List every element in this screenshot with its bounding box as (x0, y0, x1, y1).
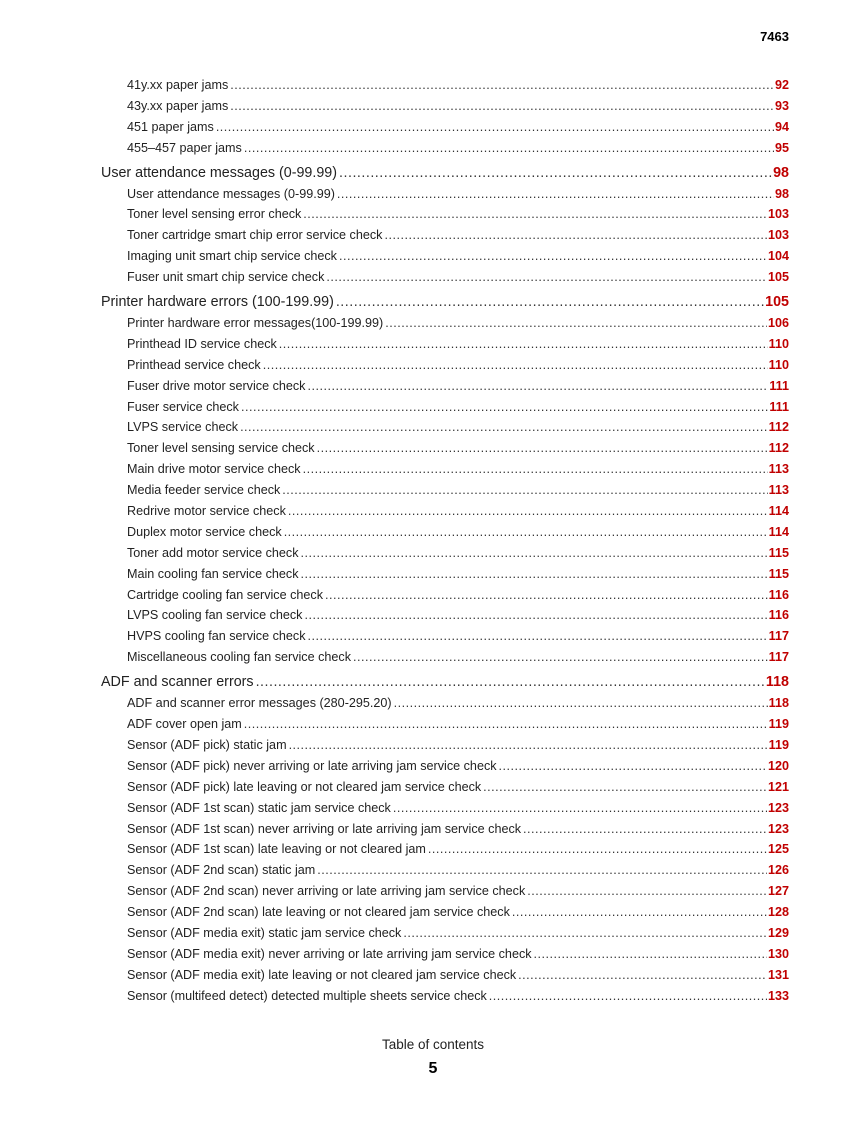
toc-entry[interactable] (101, 780, 789, 801)
dot-leader (518, 968, 767, 982)
document-id: 7463 (760, 29, 789, 44)
footer-label: Table of contents (381, 1037, 485, 1052)
toc-entry[interactable] (101, 968, 789, 989)
toc-page-link[interactable]: 127 (767, 884, 789, 899)
toc-page-link[interactable]: 94 (774, 119, 789, 134)
toc-entry-title: Main cooling fan service check (127, 566, 299, 581)
dot-leader (289, 738, 768, 752)
toc-entry[interactable] (101, 546, 789, 567)
toc-entry-title: Duplex motor service check (127, 524, 282, 539)
toc-entry[interactable] (101, 567, 789, 588)
toc-page-link[interactable]: 128 (767, 905, 789, 920)
toc-page-link[interactable]: 110 (768, 357, 789, 372)
dot-leader (230, 78, 774, 92)
toc-section-entry[interactable] (101, 165, 789, 187)
toc-entry-title: ADF and scanner error messages (280-295.20) (127, 696, 392, 711)
toc-entry[interactable] (101, 441, 789, 462)
dot-leader (230, 99, 774, 113)
toc-entry[interactable] (101, 379, 789, 400)
toc-entry[interactable] (101, 358, 789, 379)
dot-leader (403, 926, 767, 940)
toc-entry[interactable] (101, 462, 789, 483)
toc-entry[interactable] (101, 863, 789, 884)
toc-entry-title: Miscellaneous cooling fan service check (127, 650, 352, 665)
toc-entry-title: Sensor (ADF 1st scan) static jam service check (127, 800, 391, 815)
toc-entry[interactable] (101, 947, 789, 968)
toc-entry-title: HVPS cooling fan service check (127, 629, 306, 644)
toc-page-link[interactable]: 118 (768, 696, 789, 711)
toc-entry-title: Printhead ID service check (127, 336, 277, 351)
toc-entry-title: Printhead service check (127, 357, 261, 372)
toc-entry-title: Media feeder service check (127, 483, 281, 498)
dot-leader (304, 608, 767, 622)
toc-entry-title: 451 paper jams (127, 119, 214, 134)
dot-leader (240, 420, 768, 434)
toc-entry-title: Printer hardware errors (100-199.99) (101, 294, 334, 311)
toc-entry-title: Fuser drive motor service check (127, 378, 306, 393)
toc-entry-title: Sensor (ADF 2nd scan) never arriving or late arriving jam service check (127, 884, 526, 899)
toc-entry[interactable] (101, 78, 789, 99)
toc-entry[interactable] (101, 420, 789, 441)
dot-leader (339, 249, 767, 263)
dot-leader (301, 546, 768, 560)
toc-page-link[interactable]: 125 (767, 842, 789, 857)
toc-page-link[interactable]: 130 (767, 946, 789, 961)
toc-page-link[interactable]: 119 (768, 737, 789, 752)
dot-leader (512, 905, 767, 919)
toc-entry[interactable] (101, 337, 789, 358)
dot-leader (244, 141, 774, 155)
dot-leader (428, 842, 767, 856)
toc-entry-title: Main drive motor service check (127, 462, 301, 477)
toc-page-link[interactable]: 103 (767, 228, 789, 243)
toc-page-link[interactable]: 103 (767, 207, 789, 222)
toc-entry[interactable] (101, 801, 789, 822)
toc-entry-title: 43y.xx paper jams (127, 98, 229, 113)
toc-page-link[interactable]: 116 (768, 587, 789, 602)
toc-page-link[interactable]: 133 (767, 988, 789, 1003)
dot-leader (216, 120, 774, 134)
dot-leader (385, 316, 767, 330)
toc-page-link[interactable]: 95 (774, 140, 789, 155)
toc-page-link[interactable]: 119 (768, 717, 789, 732)
table-of-contents (101, 78, 789, 1010)
toc-page-link[interactable]: 92 (774, 78, 789, 92)
toc-entry[interactable] (101, 228, 789, 249)
toc-entry-title: Redrive motor service check (127, 504, 286, 519)
toc-entry-title: Sensor (ADF 1st scan) never arriving or late arriving jam service check (127, 821, 522, 836)
toc-page-link[interactable]: 106 (767, 316, 789, 331)
toc-page-link[interactable]: 115 (768, 545, 789, 560)
toc-page-link[interactable]: 105 (767, 270, 789, 285)
dot-leader (527, 884, 767, 898)
toc-section-entry[interactable] (101, 674, 789, 696)
toc-page-link[interactable]: 104 (767, 249, 789, 264)
dot-leader (336, 294, 764, 310)
toc-entry[interactable] (101, 608, 789, 629)
toc-entry-title: LVPS cooling fan service check (127, 608, 303, 623)
toc-entry-title: Toner cartridge smart chip error service check (127, 228, 383, 243)
toc-entry[interactable] (101, 717, 789, 738)
toc-entry-title: LVPS service check (127, 420, 239, 435)
toc-entry[interactable] (101, 629, 789, 650)
dot-leader (301, 567, 768, 581)
toc-entry[interactable] (101, 588, 789, 609)
toc-entry[interactable] (101, 249, 789, 270)
toc-entry-title: Sensor (ADF 2nd scan) late leaving or not cleared jam service check (127, 905, 510, 920)
toc-entry-title: Sensor (ADF media exit) late leaving or not cleared jam service check (127, 967, 517, 982)
toc-page-link[interactable]: 110 (768, 336, 789, 351)
toc-entry[interactable] (101, 504, 789, 525)
toc-entry[interactable] (101, 989, 789, 1010)
dot-leader (317, 863, 767, 877)
toc-page-link[interactable]: 131 (767, 967, 789, 982)
toc-page-link[interactable]: 121 (767, 779, 789, 794)
dot-leader (523, 822, 767, 836)
toc-page-link[interactable]: 113 (768, 462, 789, 477)
dot-leader (394, 696, 768, 710)
dot-leader (303, 462, 768, 476)
toc-entry-title: Sensor (ADF media exit) static jam service check (127, 925, 402, 940)
toc-entry-title: Fuser service check (127, 399, 239, 414)
dot-leader (534, 947, 767, 961)
toc-entry[interactable] (101, 842, 789, 863)
dot-leader (393, 801, 767, 815)
dot-leader (241, 400, 768, 414)
dot-leader (339, 165, 772, 181)
footer-page-number: 5 (428, 1060, 438, 1077)
toc-entry[interactable] (101, 483, 789, 504)
dot-leader (244, 717, 768, 731)
toc-page-link[interactable]: 126 (767, 863, 789, 878)
dot-leader (279, 337, 768, 351)
toc-entry-title: Sensor (ADF pick) never arriving or late arriving jam service check (127, 758, 497, 773)
toc-entry[interactable] (101, 316, 789, 337)
toc-page-link[interactable]: 120 (767, 758, 789, 773)
toc-entry[interactable] (101, 884, 789, 905)
toc-entry-title: Printer hardware error messages(100-199.99) (127, 316, 384, 331)
toc-entry[interactable] (101, 120, 789, 141)
dot-leader (337, 187, 774, 201)
dot-leader (489, 989, 767, 1003)
toc-entry-title: Cartridge cooling fan service check (127, 587, 323, 602)
toc-entry[interactable] (101, 187, 789, 208)
toc-page-link[interactable]: 98 (774, 186, 789, 201)
toc-entry-title: Toner add motor service check (127, 545, 299, 560)
toc-page-link[interactable]: 115 (768, 566, 789, 581)
toc-page-link[interactable]: 129 (767, 925, 789, 940)
toc-page-link[interactable]: 111 (769, 399, 789, 414)
dot-leader (303, 207, 767, 221)
dot-leader (483, 780, 767, 794)
toc-page-link[interactable]: 114 (768, 524, 789, 539)
dot-leader (499, 759, 767, 773)
dot-leader (288, 504, 768, 518)
toc-entry-title: Sensor (ADF 2nd scan) static jam (127, 863, 316, 878)
toc-page-link[interactable]: 93 (774, 98, 789, 113)
toc-section-entry[interactable] (101, 294, 789, 316)
toc-entry-title: User attendance messages (0-99.99) (127, 186, 335, 201)
dot-leader (308, 629, 768, 643)
toc-page-link[interactable]: 117 (768, 629, 789, 644)
dot-leader (384, 228, 767, 242)
dot-leader (325, 588, 768, 602)
toc-page-link[interactable]: 98 (773, 164, 789, 181)
dot-leader (317, 441, 768, 455)
toc-entry-title: Sensor (ADF media exit) never arriving or late arriving jam service check (127, 946, 532, 961)
toc-entry-title: Toner level sensing service check (127, 441, 315, 456)
toc-page-link[interactable]: 116 (768, 608, 789, 623)
toc-entry[interactable] (101, 207, 789, 228)
toc-entry-title: Toner level sensing error check (127, 207, 302, 222)
toc-entry[interactable] (101, 822, 789, 843)
toc-entry-title: 41y.xx paper jams (127, 78, 229, 92)
toc-page-link[interactable]: 105 (765, 294, 789, 311)
toc-entry[interactable] (101, 696, 789, 717)
dot-leader (263, 358, 768, 372)
toc-entry[interactable] (101, 525, 789, 546)
toc-entry-title: Fuser unit smart chip service check (127, 270, 325, 285)
toc-entry[interactable] (101, 270, 789, 291)
toc-entry[interactable] (101, 738, 789, 759)
toc-entry-title: Sensor (multifeed detect) detected multiple sheets service check (127, 988, 487, 1003)
toc-page-link[interactable]: 114 (768, 504, 789, 519)
toc-entry[interactable] (101, 141, 789, 162)
toc-entry-title: Sensor (ADF pick) static jam (127, 737, 287, 752)
toc-page-link[interactable]: 118 (765, 674, 789, 691)
dot-leader (307, 379, 768, 393)
dot-leader (326, 270, 767, 284)
toc-page-link[interactable]: 117 (768, 650, 789, 665)
toc-entry[interactable] (101, 99, 789, 120)
toc-entry-title: Sensor (ADF 1st scan) late leaving or not cleared jam (127, 842, 426, 857)
toc-entry[interactable] (101, 650, 789, 671)
toc-entry-title: Imaging unit smart chip service check (127, 249, 337, 264)
toc-page-link[interactable]: 123 (767, 800, 789, 815)
toc-page-link[interactable]: 112 (768, 420, 789, 435)
toc-page-link[interactable]: 111 (769, 378, 789, 393)
dot-leader (282, 483, 767, 497)
toc-page-link[interactable]: 113 (768, 483, 789, 498)
dot-leader (353, 650, 768, 664)
toc-entry-title: User attendance messages (0-99.99) (101, 164, 338, 181)
toc-entry[interactable] (101, 400, 789, 421)
toc-entry-title: ADF and scanner errors (101, 674, 254, 691)
toc-entry[interactable] (101, 759, 789, 780)
toc-page-link[interactable]: 112 (768, 441, 789, 456)
toc-entry-title: Sensor (ADF pick) late leaving or not cleared jam service check (127, 779, 482, 794)
toc-page-link[interactable]: 123 (767, 821, 789, 836)
toc-entry[interactable] (101, 926, 789, 947)
toc-entry-title: ADF cover open jam (127, 717, 242, 732)
dot-leader (256, 674, 765, 690)
toc-entry-title: 455–457 paper jams (127, 140, 242, 155)
dot-leader (284, 525, 768, 539)
toc-entry[interactable] (101, 905, 789, 926)
